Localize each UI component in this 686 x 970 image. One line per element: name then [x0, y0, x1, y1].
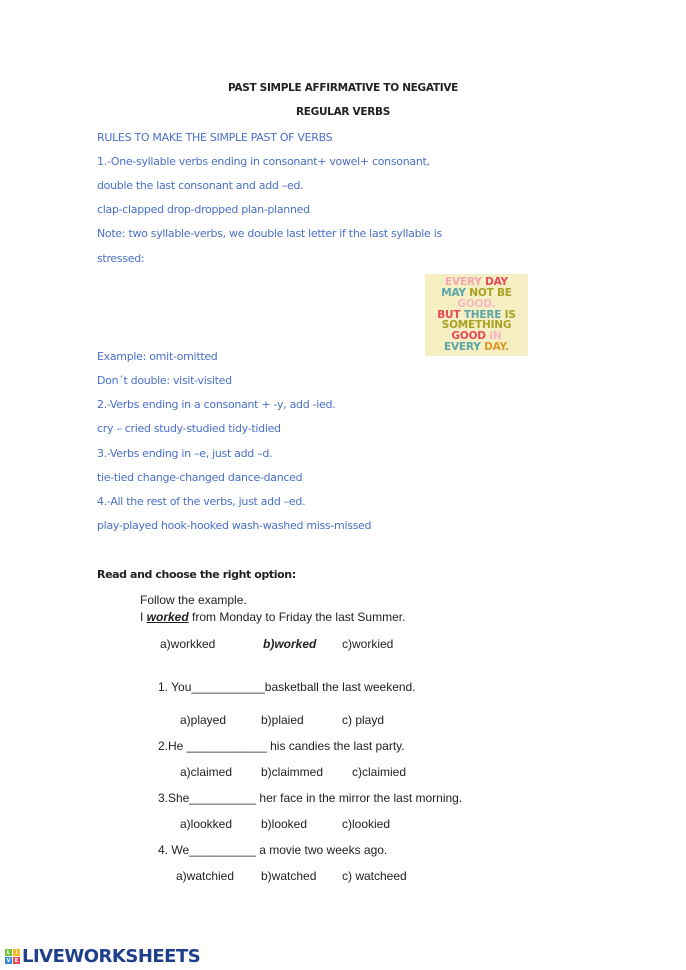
rule-line: cry – cried study-studied tidy-tidied	[97, 422, 281, 435]
poster-word: NOT	[469, 287, 497, 299]
question-2-option-b[interactable]: b)claimmed	[261, 765, 324, 779]
question-2-option-a[interactable]: a)claimed	[180, 765, 233, 779]
logo-letter: L	[6, 949, 11, 956]
example-intro: Follow the example.	[140, 593, 247, 607]
example-option-b: b)worked	[263, 637, 317, 651]
question-1-option-a[interactable]: a)played	[180, 713, 227, 727]
rule-line: tie-tied change-changed dance-danced	[97, 471, 303, 484]
poster-word: DAY.	[484, 340, 509, 353]
exercise-instruction: Read and choose the right option:	[97, 568, 296, 581]
rule-line: stressed:	[97, 252, 145, 265]
poster-word: IN	[489, 330, 502, 343]
poster-word: SOMETHING	[441, 319, 512, 332]
poster-word: EVERY	[445, 276, 486, 289]
rule-line: 4.-All the rest of the verbs, just add –ed.	[97, 495, 306, 508]
question-4-option-a[interactable]: a)watchied	[176, 869, 235, 883]
question-1-option-b[interactable]: b)plaied	[261, 713, 304, 727]
rule-line: Don´t double: visit-visited	[97, 374, 232, 387]
liveworksheets-logo[interactable]	[5, 946, 200, 967]
rule-line: clap-clapped drop-dropped plan-planned	[97, 203, 310, 216]
rule-line: double the last consonant and add –ed.	[97, 179, 304, 192]
question-2: 2.He ____________ his candies the last party.	[158, 739, 405, 753]
rule-line: 1.-One-syllable verbs ending in consonant+ vowel+ consonant,	[97, 155, 430, 168]
poster-word: BE	[496, 287, 512, 299]
question-3-option-b[interactable]: b)looked	[261, 817, 308, 831]
question-1: 1. You___________basketball the last weekend.	[158, 680, 416, 694]
rule-line: Example: omit-omitted	[97, 350, 218, 363]
poster-word: MAY	[441, 287, 470, 299]
poster-word: DAY	[485, 276, 508, 289]
poster-word: GOOD.	[457, 297, 496, 310]
motivational-poster-image	[425, 274, 528, 356]
rule-line: Note: two syllable-verbs, we double last letter if the last syllable is	[97, 227, 442, 240]
poster-word: GOOD	[451, 330, 490, 343]
page-subtitle: REGULAR VERBS	[295, 106, 390, 118]
rules-heading: RULES TO MAKE THE SIMPLE PAST OF VERBS	[97, 131, 333, 144]
example-option-c: c)workied	[342, 637, 394, 651]
poster-word: IS	[504, 308, 516, 321]
example-option-a: a)workked	[160, 637, 216, 651]
rule-line: 3.-Verbs ending in –e, just add –d.	[97, 447, 273, 460]
poster-word: BUT	[437, 308, 464, 321]
question-4-option-b[interactable]: b)watched	[261, 869, 317, 883]
question-2-option-c[interactable]: c)claimied	[352, 765, 407, 779]
logo-text: LIVEWORKSHEETS	[22, 946, 201, 967]
question-3: 3.She__________ her face in the mirror the last morning.	[158, 791, 463, 805]
logo-grid-icon	[5, 949, 20, 964]
page-title: PAST SIMPLE AFFIRMATIVE TO NEGATIVE	[227, 82, 459, 94]
example-before: I	[140, 610, 147, 624]
example-answer: worked	[146, 610, 189, 624]
question-4-option-c[interactable]: c) watcheed	[342, 869, 407, 883]
logo-letter: E	[14, 957, 19, 964]
logo-letter: I	[13, 949, 20, 956]
example-after: from Monday to Friday the last Summer.	[188, 610, 406, 624]
example-sentence	[140, 610, 405, 624]
question-4: 4. We__________ a movie two weeks ago.	[158, 843, 388, 857]
logo-letter: V	[6, 957, 11, 964]
question-3-option-c[interactable]: c)lookied	[342, 817, 391, 831]
rule-line: 2.-Verbs ending in a consonant + -y, add -ied.	[97, 398, 336, 411]
poster-line	[444, 342, 509, 353]
rule-line: play-played hook-hooked wash-washed miss-missed	[97, 519, 372, 532]
question-3-option-a[interactable]: a)lookked	[180, 817, 233, 831]
poster-word: EVERY	[444, 340, 485, 353]
poster-word: THERE	[463, 308, 505, 321]
question-1-option-c[interactable]: c) playd	[342, 713, 385, 727]
